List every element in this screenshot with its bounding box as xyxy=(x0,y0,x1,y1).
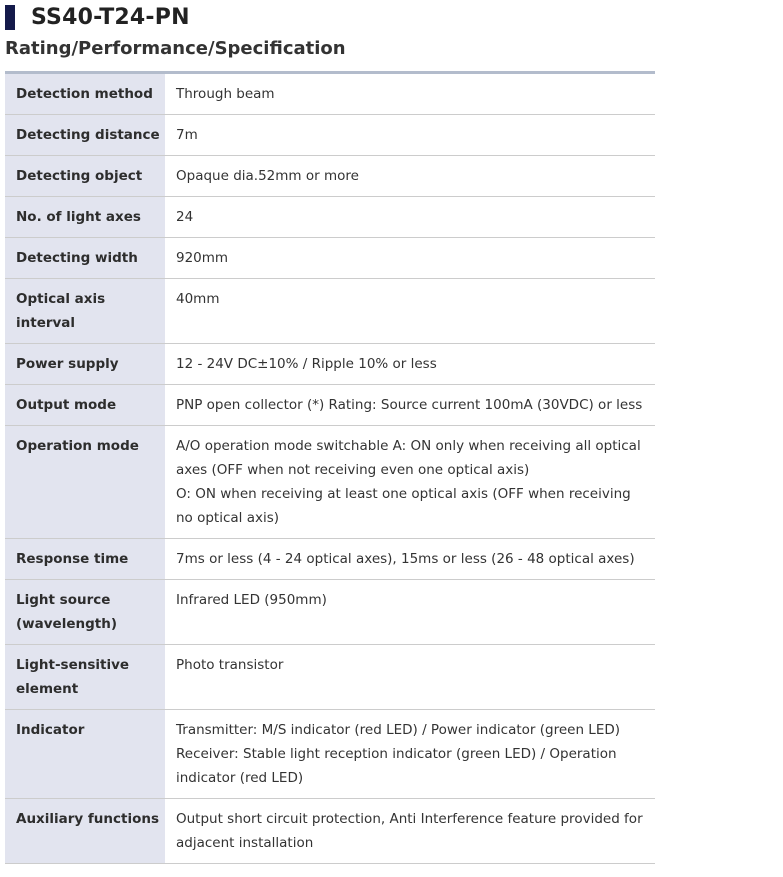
spec-row xyxy=(5,645,655,710)
spec-value-line: 24 xyxy=(176,209,194,225)
spec-value xyxy=(165,279,655,344)
spec-row xyxy=(5,539,655,580)
spec-value-line: 40mm xyxy=(176,291,220,307)
spec-value xyxy=(165,74,655,115)
title-accent-bar xyxy=(5,5,15,30)
spec-label: Power supply xyxy=(5,344,165,385)
spec-value-line: Photo transistor xyxy=(176,657,284,673)
spec-value-line: 7ms or less (4 - 24 optical axes), 15ms or less (26 - 48 optical axes) xyxy=(176,551,635,567)
spec-value xyxy=(165,645,655,710)
spec-value-line: Output short circuit protection, Anti Interference feature provided for adjacent installation xyxy=(176,811,643,851)
spec-value-line: Opaque dia.52mm or more xyxy=(176,168,359,184)
spec-value xyxy=(165,344,655,385)
spec-row xyxy=(5,74,655,115)
spec-row xyxy=(5,580,655,645)
spec-value-line: Transmitter: M/S indicator (red LED) / Power indicator (green LED) xyxy=(176,722,621,738)
spec-label: Detecting distance xyxy=(5,115,165,156)
spec-label: No. of light axes xyxy=(5,197,165,238)
section-heading: Rating/Performance/Specification xyxy=(5,38,346,59)
spec-label: Detection method xyxy=(5,74,165,115)
spec-value-line: Through beam xyxy=(176,86,275,102)
spec-value-line: Receiver: Stable light reception indicator (green LED) / Operation indicator (red LED) xyxy=(176,746,617,786)
spec-value xyxy=(165,197,655,238)
spec-row xyxy=(5,197,655,238)
spec-row xyxy=(5,799,655,864)
spec-value-line: 12 - 24V DC±10% / Ripple 10% or less xyxy=(176,356,437,372)
spec-label: Detecting width xyxy=(5,238,165,279)
spec-value-line: PNP open collector (*) Rating: Source current 100mA (30VDC) or less xyxy=(176,397,643,413)
spec-label: Light source (wavelength) xyxy=(5,580,165,645)
spec-label: Optical axis interval xyxy=(5,279,165,344)
spec-value xyxy=(165,385,655,426)
spec-value xyxy=(165,710,655,799)
spec-label: Operation mode xyxy=(5,426,165,539)
spec-label: Auxiliary functions xyxy=(5,799,165,864)
spec-value xyxy=(165,156,655,197)
spec-value xyxy=(165,799,655,864)
spec-value-line: A/O operation mode switchable A: ON only when receiving all optical axes (OFF when not receiving even one optical axis) xyxy=(176,438,641,478)
spec-table xyxy=(5,74,655,864)
page-title: SS40-T24-PN xyxy=(31,4,190,30)
spec-value xyxy=(165,238,655,279)
spec-label: Indicator xyxy=(5,710,165,799)
page-title-block xyxy=(5,0,190,34)
spec-label: Response time xyxy=(5,539,165,580)
spec-row xyxy=(5,156,655,197)
spec-row xyxy=(5,238,655,279)
spec-value-line: O: ON when receiving at least one optical axis (OFF when receiving no optical axis) xyxy=(176,486,631,526)
spec-label: Output mode xyxy=(5,385,165,426)
spec-row xyxy=(5,279,655,344)
spec-value xyxy=(165,580,655,645)
spec-row xyxy=(5,710,655,799)
spec-label: Light-sensitive element xyxy=(5,645,165,710)
spec-table-body xyxy=(5,74,655,864)
spec-row xyxy=(5,426,655,539)
spec-value-line: Infrared LED (950mm) xyxy=(176,592,327,608)
spec-value-line: 920mm xyxy=(176,250,229,266)
spec-value xyxy=(165,426,655,539)
spec-value-line: 7m xyxy=(176,127,198,143)
spec-label: Detecting object xyxy=(5,156,165,197)
spec-row xyxy=(5,385,655,426)
spec-row xyxy=(5,115,655,156)
spec-value xyxy=(165,539,655,580)
spec-row xyxy=(5,344,655,385)
spec-value xyxy=(165,115,655,156)
